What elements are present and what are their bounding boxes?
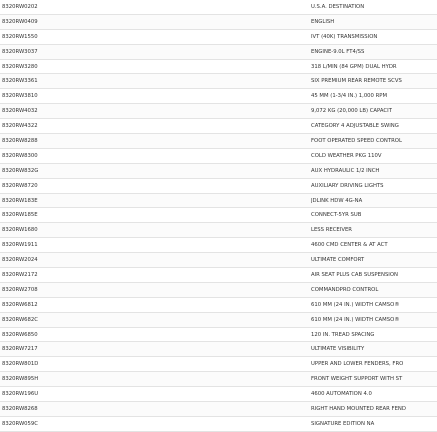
option-code-cell: 8320RW185E [2,212,38,219]
option-code-cell: 8320RW1680 [2,227,38,234]
table-row [0,89,437,104]
table-row [0,253,437,268]
option-code-cell: 8320RW895H [2,376,39,383]
option-description-cell: AIR SEAT PLUS CAB SUSPENSION [311,271,398,278]
option-description-cell: SIX PREMIUM REAR REMOTE SCVS [311,78,402,85]
option-description-cell: IVT (40K) TRANSMISSION [311,33,378,40]
option-description-cell: 9,072 KG (20,000 LB) CAPACIT [311,108,392,115]
option-code-cell: 8320RW059C [2,420,38,427]
option-code-cell: 8320RW8268 [2,405,38,412]
option-description-cell: CATEGORY 4 ADJUSTABLE SWING [311,123,399,130]
table-row [0,402,437,417]
option-description-cell: 318 L/MIN (84 GPM) DUAL HYDR [311,63,397,70]
table-row [0,417,437,432]
option-code-cell: 8320RW2708 [2,286,38,293]
option-code-cell: 8320RW6812 [2,301,38,308]
option-description-cell: CONNECT-5YR SUB [311,212,362,219]
table-row [0,298,437,313]
option-description-cell: ULTIMATE VISIBILITY [311,346,365,353]
option-description-cell: AUXILIARY DRIVING LIGHTS [311,182,384,189]
option-code-cell: 8320RW7217 [2,346,38,353]
table-row [0,268,437,283]
table-row [0,15,437,30]
option-description-cell: FOOT OPERATED SPEED CONTROL [311,137,402,144]
table-row [0,313,437,328]
option-description-cell: U.S.A. DESTINATION [311,3,365,10]
option-description-cell: RIGHT HAND MOUNTED REAR FEND [311,405,406,412]
table-row [0,238,437,253]
table-row [0,372,437,387]
option-code-cell: 8320RW3361 [2,78,38,85]
table-row [0,134,437,149]
table-row [0,283,437,298]
option-description-cell: COLD WEATHER PKG 110V [311,152,382,159]
table-row [0,0,437,15]
option-code-cell: 8320RW0409 [2,18,38,25]
option-code-cell: 8320RW3280 [2,63,38,70]
option-description-cell: 45 MM (1-3/4 IN.) 1,000 RPM [311,93,388,100]
option-description-cell: 610 MM (24 IN.) WIDTH CAMSO® [311,301,400,308]
option-description-cell: ULTIMATE COMFORT [311,257,365,264]
option-description-cell: JDLINK HDW 4G-NA [311,197,363,204]
table-row [0,342,437,357]
option-code-cell: 8320RW2024 [2,257,38,264]
option-code-cell: 8320RW4322 [2,123,38,130]
option-code-cell: 8320RW6850 [2,331,38,338]
option-code-cell: 8320RW8300 [2,152,38,159]
option-description-cell: LESS RECEIVER [311,227,352,234]
table-row [0,45,437,60]
option-code-cell: 8320RW0202 [2,3,38,10]
table-row [0,74,437,89]
table-row [0,119,437,134]
option-code-cell: 8320RW196U [2,391,39,398]
option-description-cell: ENGINE-9.0L FT4/SS [311,48,365,55]
table-row [0,179,437,194]
option-code-cell: 8320RW1911 [2,242,38,249]
table-row [0,104,437,119]
table-row [0,30,437,45]
option-description-cell: AUX HYDRAULIC 1/2 INCH [311,167,380,174]
option-description-cell: 4600 AUTOMATION 4.0 [311,391,372,398]
option-code-cell: 8320RW4032 [2,108,38,115]
option-code-cell: 8320RW832G [2,167,39,174]
table-row [0,164,437,179]
table-row [0,208,437,223]
option-description-cell: 120 IN. TREAD SPACING [311,331,375,338]
option-description-cell: FRONT WEIGHT SUPPORT WITH ST [311,376,403,383]
option-code-cell: 8320RW8720 [2,182,38,189]
option-description-cell: 4600 CMD CENTER & AT ACT [311,242,388,249]
option-description-cell: COMMANDPRO CONTROL [311,286,379,293]
table-row [0,223,437,238]
option-description-cell: SIGNATURE EDITION NA [311,420,375,427]
option-description-cell: ENGLISH [311,18,335,25]
table-row [0,194,437,209]
table-row [0,60,437,75]
option-code-cell: 8320RW682C [2,316,38,323]
option-code-cell: 8320RW3037 [2,48,38,55]
option-code-cell: 8320RW8288 [2,137,38,144]
option-code-cell: 8320RW801D [2,361,39,368]
table-row [0,328,437,343]
table-row [0,387,437,402]
option-description-cell: 610 MM (24 IN.) WIDTH CAMSO® [311,316,400,323]
option-description-cell: UPPER AND LOWER FENDERS, FRO [311,361,404,368]
option-code-cell: 8320RW1550 [2,33,38,40]
table-row [0,357,437,372]
option-code-cell: 8320RW183E [2,197,38,204]
option-code-cell: 8320RW3810 [2,93,38,100]
table-row [0,149,437,164]
option-code-cell: 8320RW2172 [2,271,38,278]
